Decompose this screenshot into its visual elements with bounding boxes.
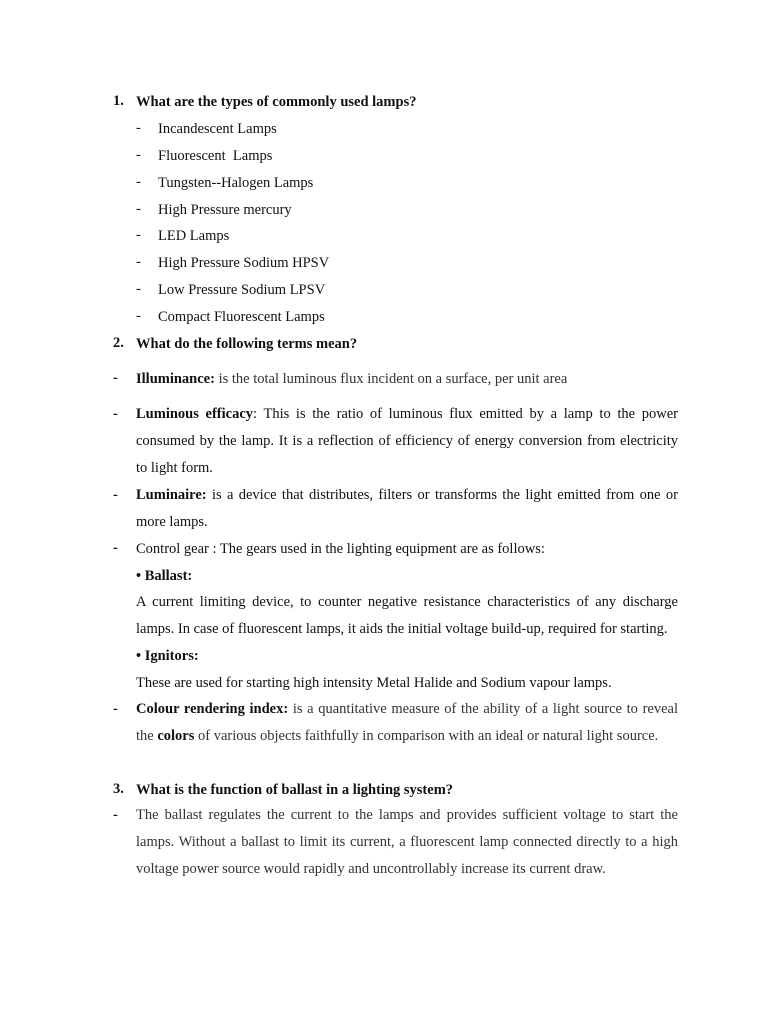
illuminance-definition bbox=[136, 370, 567, 388]
list-dash: - bbox=[136, 254, 141, 270]
q1-question: What are the types of commonly used lamps? bbox=[136, 94, 417, 110]
efficacy-definition bbox=[136, 401, 678, 482]
illuminance-text: is the total luminous flux incident on a surface, per unit area bbox=[214, 371, 568, 387]
list-item: High Pressure mercury bbox=[158, 202, 292, 218]
ignitors-heading: • Ignitors: bbox=[136, 648, 199, 664]
ignitors-line1: These are used for starting high intensity Metal Halide and Sodium vapour lamps. bbox=[136, 675, 612, 691]
list-dash: - bbox=[136, 174, 141, 190]
cri-line2-post: of various objects faithfully in comparison with an ideal or natural light source. bbox=[194, 728, 659, 744]
q2-number: 2. bbox=[113, 335, 124, 351]
cri-definition bbox=[136, 696, 678, 750]
list-item: High Pressure Sodium HPSV bbox=[158, 255, 330, 271]
term-bullet: - bbox=[113, 807, 118, 823]
luminaire-term: Luminaire: bbox=[136, 487, 207, 503]
cri-colors-word: colors bbox=[157, 728, 195, 744]
list-item: Incandescent Lamps bbox=[158, 121, 277, 137]
q2-question: What do the following terms mean? bbox=[136, 336, 358, 352]
list-item: Fluorescent Lamps bbox=[158, 148, 273, 164]
list-dash: - bbox=[136, 147, 141, 163]
q3-answer bbox=[136, 802, 678, 883]
efficacy-term: Luminous efficacy bbox=[136, 406, 254, 422]
cri-line2-pre: the bbox=[136, 728, 158, 744]
list-item: LED Lamps bbox=[158, 228, 230, 244]
term-bullet: - bbox=[113, 540, 118, 556]
list-item: Tungsten--Halogen Lamps bbox=[158, 175, 314, 191]
luminaire-line1: is a device that distributes, filters or transforms the light emitted from one or bbox=[206, 487, 678, 503]
term-bullet: - bbox=[113, 701, 118, 717]
q1-number: 1. bbox=[113, 93, 124, 109]
efficacy-line1: : This is the ratio of luminous flux emitted by a lamp to the power bbox=[253, 406, 678, 422]
list-dash: - bbox=[136, 227, 141, 243]
control-gear-text: Control gear : The gears used in the lighting equipment are as follows: bbox=[136, 541, 545, 557]
term-bullet: - bbox=[113, 406, 118, 422]
q3-question: What is the function of ballast in a lighting system? bbox=[136, 782, 454, 798]
list-dash: - bbox=[136, 308, 141, 324]
term-bullet: - bbox=[113, 370, 118, 386]
term-bullet: - bbox=[113, 487, 118, 503]
list-dash: - bbox=[136, 281, 141, 297]
efficacy-line3: to light form. bbox=[136, 460, 213, 476]
luminaire-line2: more lamps. bbox=[136, 514, 208, 530]
ballast-text bbox=[136, 589, 678, 643]
cri-line1: is a quantitative measure of the ability of a light source to reveal bbox=[288, 701, 678, 717]
list-item: Compact Fluorescent Lamps bbox=[158, 309, 325, 325]
q3-line1: The ballast regulates the current to the lamps and provides sufficient voltage to start the bbox=[136, 807, 678, 823]
cri-term: Colour rendering index: bbox=[136, 701, 289, 717]
q3-number: 3. bbox=[113, 781, 124, 797]
list-dash: - bbox=[136, 120, 141, 136]
ballast-heading: • Ballast: bbox=[136, 568, 193, 584]
illuminance-term: Illuminance: bbox=[136, 371, 215, 387]
efficacy-line2: consumed by the lamp. It is a reflection of efficiency of energy conversion from electricity bbox=[136, 433, 678, 449]
q3-line2: lamps. Without a ballast to limit its current, a fluorescent lamp connected directly to a high bbox=[136, 834, 678, 850]
luminaire-definition bbox=[136, 482, 678, 536]
ballast-line2: lamps. In case of fluorescent lamps, it aids the initial voltage build-up, required for starting. bbox=[136, 621, 668, 637]
ballast-line1: A current limiting device, to counter negative resistance characteristics of any discharge bbox=[136, 594, 678, 610]
q3-line3: voltage power source would rapidly and uncontrollably increase its current draw. bbox=[136, 861, 606, 877]
list-item: Low Pressure Sodium LPSV bbox=[158, 282, 326, 298]
list-dash: - bbox=[136, 201, 141, 217]
